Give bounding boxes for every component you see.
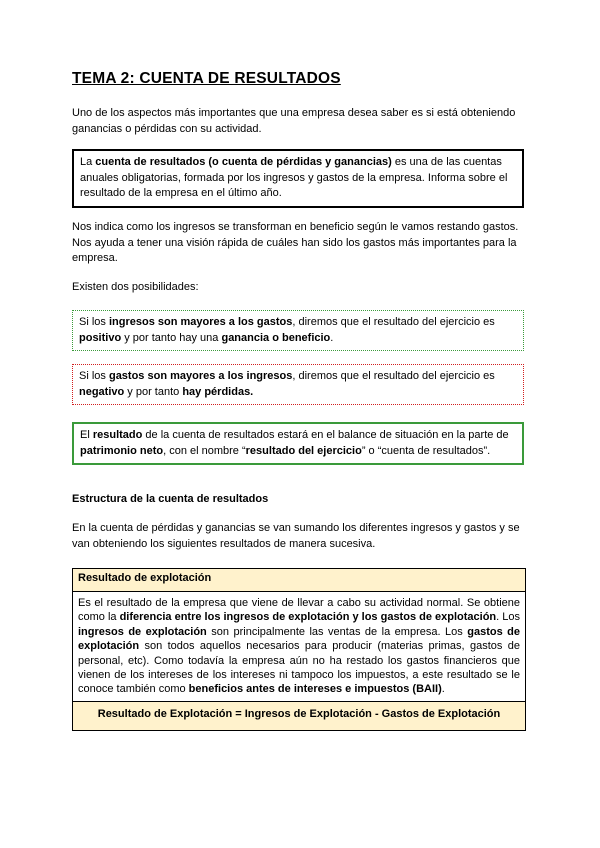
page-title: TEMA 2: CUENTA DE RESULTADOS — [72, 70, 341, 87]
operating-result-table — [72, 568, 526, 731]
section-heading: Estructura de la cuenta de resultados — [72, 493, 269, 505]
section-intro: En la cuenta de pérdidas y ganancias se van sumando los diferentes ingresos y gastos y se van obteniendo los siguientes resultados de manera sucesiva. — [72, 522, 520, 550]
table-text-2: . Los — [496, 611, 520, 624]
option2-text-1: Si los — [79, 370, 109, 382]
balance-box — [72, 422, 524, 465]
table-body — [73, 592, 525, 701]
definition-text-pre: La — [80, 156, 96, 168]
table-bold-4: beneficios antes de intereses e impuestos (BAII) — [188, 683, 442, 696]
option2-bold-1: gastos son mayores a los ingresos — [108, 370, 293, 382]
table-bold-1: diferencia entre los ingresos de explotación y los gastos de explotación — [119, 611, 497, 624]
negative-result-box — [72, 364, 524, 405]
option1-text-3: y por tanto hay una — [121, 331, 222, 344]
balance-bold-3: resultado del ejercicio — [245, 444, 362, 457]
option2-text-2: , diremos que el resultado del ejercicio es — [292, 370, 495, 382]
table-header: Resultado de explotación — [73, 569, 525, 592]
option1-text-1: Si los — [79, 316, 109, 328]
table-text-4: son todos aquellos necesarios para producir (materias primas, gastos de personal, etc). Como todavía la empresa aún no ha restado los gastos financieros que vienen de los intereses de los intereses ni tampoco los impuestos, a este resultado se le conoce también como — [78, 640, 520, 696]
positive-result-box — [72, 310, 524, 351]
balance-text-4: ” o “cuenta de resultados”. — [361, 444, 491, 457]
table-formula: Resultado de Explotación = Ingresos de Explotación - Gastos de Explotación — [73, 701, 525, 730]
definition-text-post: es una de las cuentas anuales obligatorias, formada por los ingresos y gastos de la empresa. Informa sobre el resultado de la empresa en el último año. — [80, 156, 508, 200]
explanation-paragraph: Nos indica como los ingresos se transforman en beneficio según le vamos restando gastos. Nos ayuda a tener una visión rápida de cuáles han sido los gastos más importantes para la empresa. — [72, 221, 519, 265]
intro-paragraph: Uno de los aspectos más importantes que una empresa desea saber es si está obteniendo ganancias o pérdidas con su actividad. — [72, 107, 516, 135]
balance-text-3: , con el nombre “ — [163, 444, 246, 457]
table-bold-2: ingresos de explotación — [78, 625, 207, 638]
balance-bold-2: patrimonio neto — [80, 444, 164, 457]
definition-term: cuenta de resultados (o cuenta de pérdidas y ganancias) — [95, 156, 392, 168]
option2-bold-3: hay pérdidas. — [182, 385, 254, 398]
table-text-3: son principalmente las ventas de la empresa. Los — [206, 625, 468, 638]
balance-text-1: El — [80, 429, 93, 441]
option2-bold-2: negativo — [79, 385, 125, 398]
option1-text-2: , diremos que el resultado del ejercicio es — [292, 316, 495, 328]
option1-bold-3: ganancia o beneficio — [221, 331, 331, 344]
option1-bold-1: ingresos son mayores a los gastos — [108, 316, 293, 328]
definition-box — [72, 149, 524, 208]
balance-text-2: de la cuenta de resultados estará en el balance de situación en la parte de — [142, 429, 509, 441]
option1-text-4: . — [330, 331, 334, 344]
possibilities-paragraph: Existen dos posibilidades: — [72, 281, 199, 293]
table-text-1: Es el resultado de la empresa que viene de llevar a cabo su actividad normal. Se obtiene como la — [78, 597, 520, 624]
option1-bold-2: positivo — [79, 331, 122, 344]
table-bold-3: gastos de explotación — [78, 625, 521, 653]
table-text-5: . — [441, 683, 445, 696]
option2-text-3: y por tanto — [124, 385, 183, 398]
balance-bold-1: resultado — [92, 429, 143, 441]
